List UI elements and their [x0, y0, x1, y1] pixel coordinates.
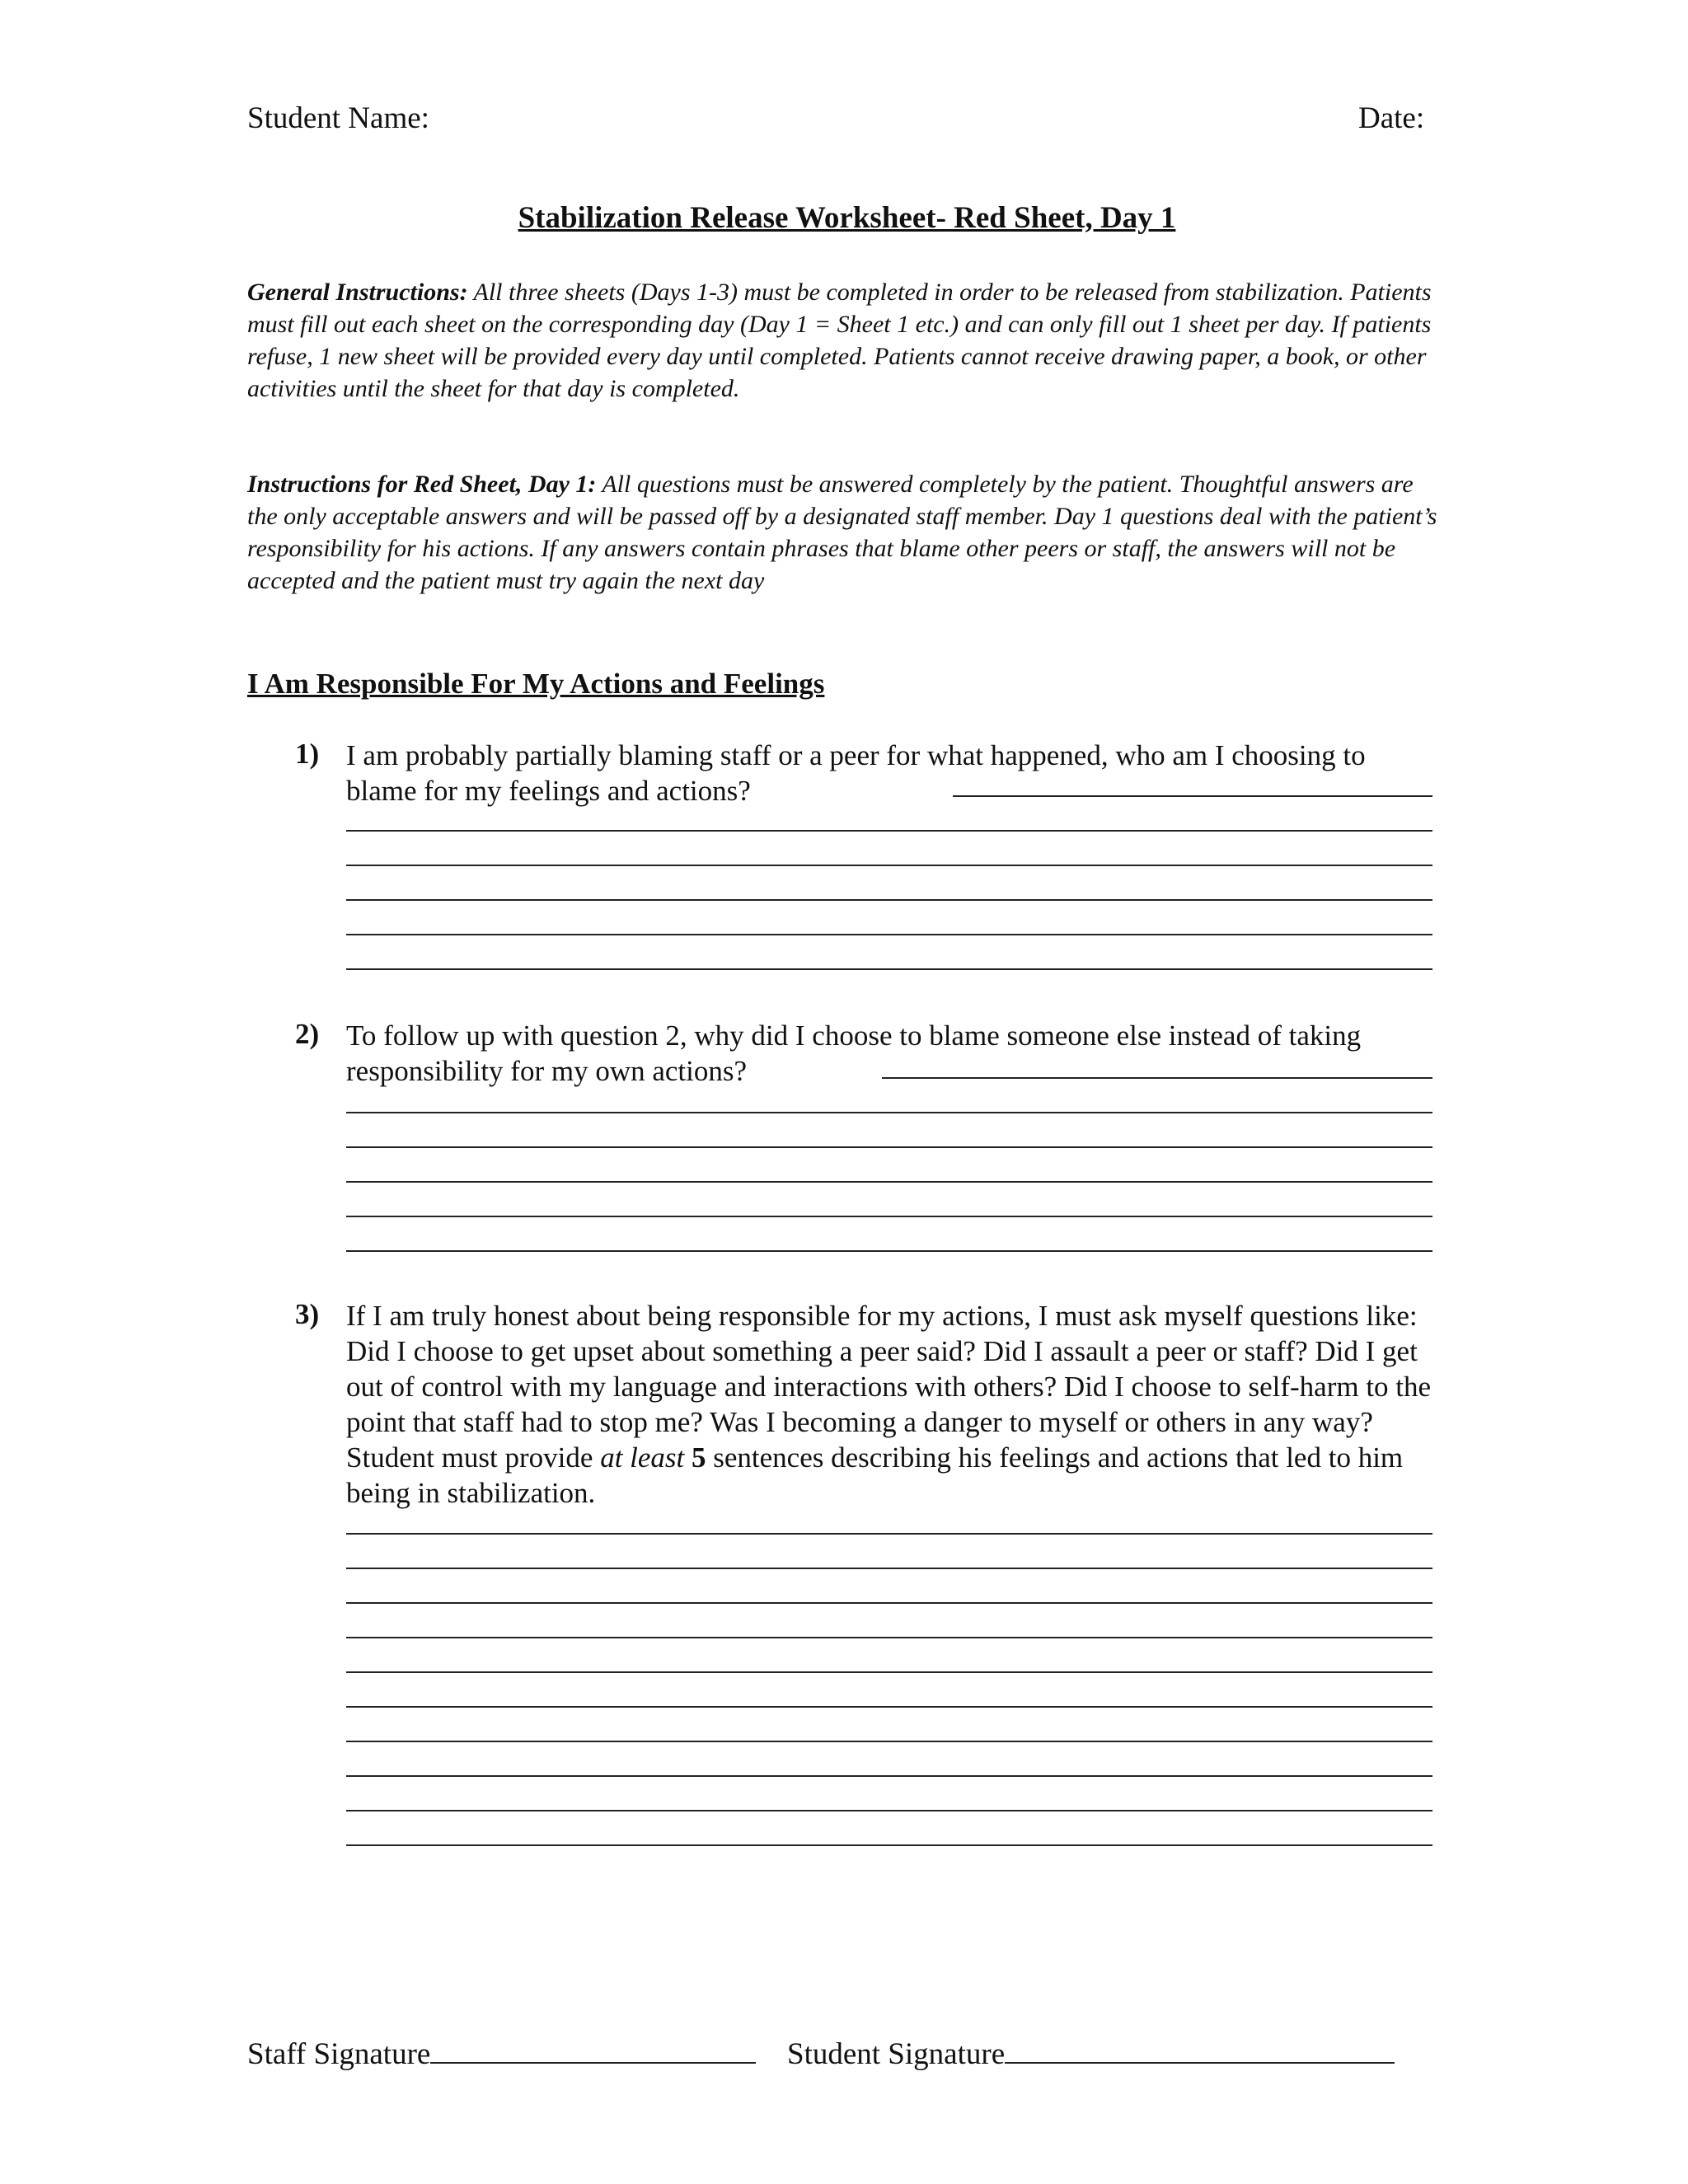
answer-line[interactable]: [346, 968, 1432, 970]
answer-line[interactable]: [346, 934, 1432, 935]
question-2: [295, 1018, 1432, 1265]
answer-line[interactable]: [346, 1775, 1432, 1777]
answer-line[interactable]: [346, 1637, 1432, 1638]
question-1: [295, 738, 1432, 985]
question-number: 3): [295, 1298, 320, 1330]
question-3: [295, 1298, 1432, 1916]
red-sheet-instructions-text: All questions must be answered completely by the patient. Thoughtful answers are the only acceptable answers and will be passed off by a designated staff member. Day 1 questions deal with the patient’s responsibility for his actions. If any answers contain phrases that blame other peers or staff, the answers will not be accepted and the patient must try again the next day: [247, 471, 1437, 594]
page-title: Stabilization Release Worksheet- Red Sheet, Day 1: [518, 201, 1176, 235]
answer-line[interactable]: [346, 1810, 1432, 1811]
staff-signature-label: Staff Signature: [247, 2037, 431, 2071]
question-number: 2): [295, 1018, 320, 1050]
answer-line[interactable]: [346, 1844, 1432, 1846]
answer-line[interactable]: [346, 1533, 1432, 1535]
general-instructions-text: All three sheets (Days 1-3) must be completed in order to be released from stabilization. Patients must fill out each sheet on the corresponding day (Day 1 = Sheet 1 etc.) and can only fill out 1 sheet per day. If patients refuse, 1 new sheet will be provided every day until completed. Patients cannot receive drawing paper, a book, or other activities until the sheet for that day is completed.: [247, 279, 1432, 402]
red-sheet-instructions-label: Instructions for Red Sheet, Day 1:: [247, 471, 597, 498]
answer-line[interactable]: [346, 899, 1432, 901]
answer-line[interactable]: [346, 1250, 1432, 1252]
answer-line[interactable]: [346, 1602, 1432, 1604]
answer-line[interactable]: [346, 1671, 1432, 1673]
answer-line[interactable]: [346, 1216, 1432, 1217]
answer-line[interactable]: [346, 830, 1432, 832]
section-title: I Am Responsible For My Actions and Feelings: [247, 668, 825, 700]
red-sheet-instructions: [247, 468, 1447, 597]
question-text: To follow up with question 2, why did I choose to blame someone else instead of taking responsibility for my own actions?: [346, 1019, 1362, 1087]
date-label: Date:: [1358, 101, 1425, 135]
student-name-label: Student Name:: [247, 101, 429, 135]
question-emphasis: at least: [600, 1441, 685, 1474]
staff-signature: [247, 2034, 756, 2072]
question-count: 5: [692, 1441, 706, 1474]
general-instructions-label: General Instructions:: [247, 279, 468, 306]
answer-line[interactable]: [346, 1181, 1432, 1183]
staff-signature-line[interactable]: [430, 2034, 756, 2064]
answer-line[interactable]: [346, 1568, 1432, 1569]
question-text: I am probably partially blaming staff or a peer for what happened, who am I choosing to blame for my feelings and actions?: [346, 739, 1366, 807]
answer-line[interactable]: [346, 1741, 1432, 1742]
general-instructions: [247, 276, 1447, 405]
student-signature-label: Student Signature: [787, 2037, 1006, 2071]
answer-line[interactable]: [346, 1146, 1432, 1148]
answer-line[interactable]: [346, 1706, 1432, 1708]
question-number: 1): [295, 738, 320, 770]
answer-line[interactable]: [346, 1112, 1432, 1113]
answer-line[interactable]: [882, 1077, 1432, 1079]
question-text: If I am truly honest about being responsible for my actions, I must ask myself questions like: Did I choose to get upset about something a peer said? Did I assault a peer or staff? Did I get out of control with my language and interactions with others? Did I choose to self-harm to the point that staff had to stop me? Was I becoming a danger to myself or others in any way? Student must provide at least 5 sentences describing his feelings and actions that led to him being in stabilization.: [346, 1300, 1432, 1509]
student-signature: [787, 2034, 1395, 2072]
student-signature-line[interactable]: [1005, 2034, 1395, 2064]
answer-line[interactable]: [346, 865, 1432, 866]
answer-line[interactable]: [953, 795, 1432, 797]
